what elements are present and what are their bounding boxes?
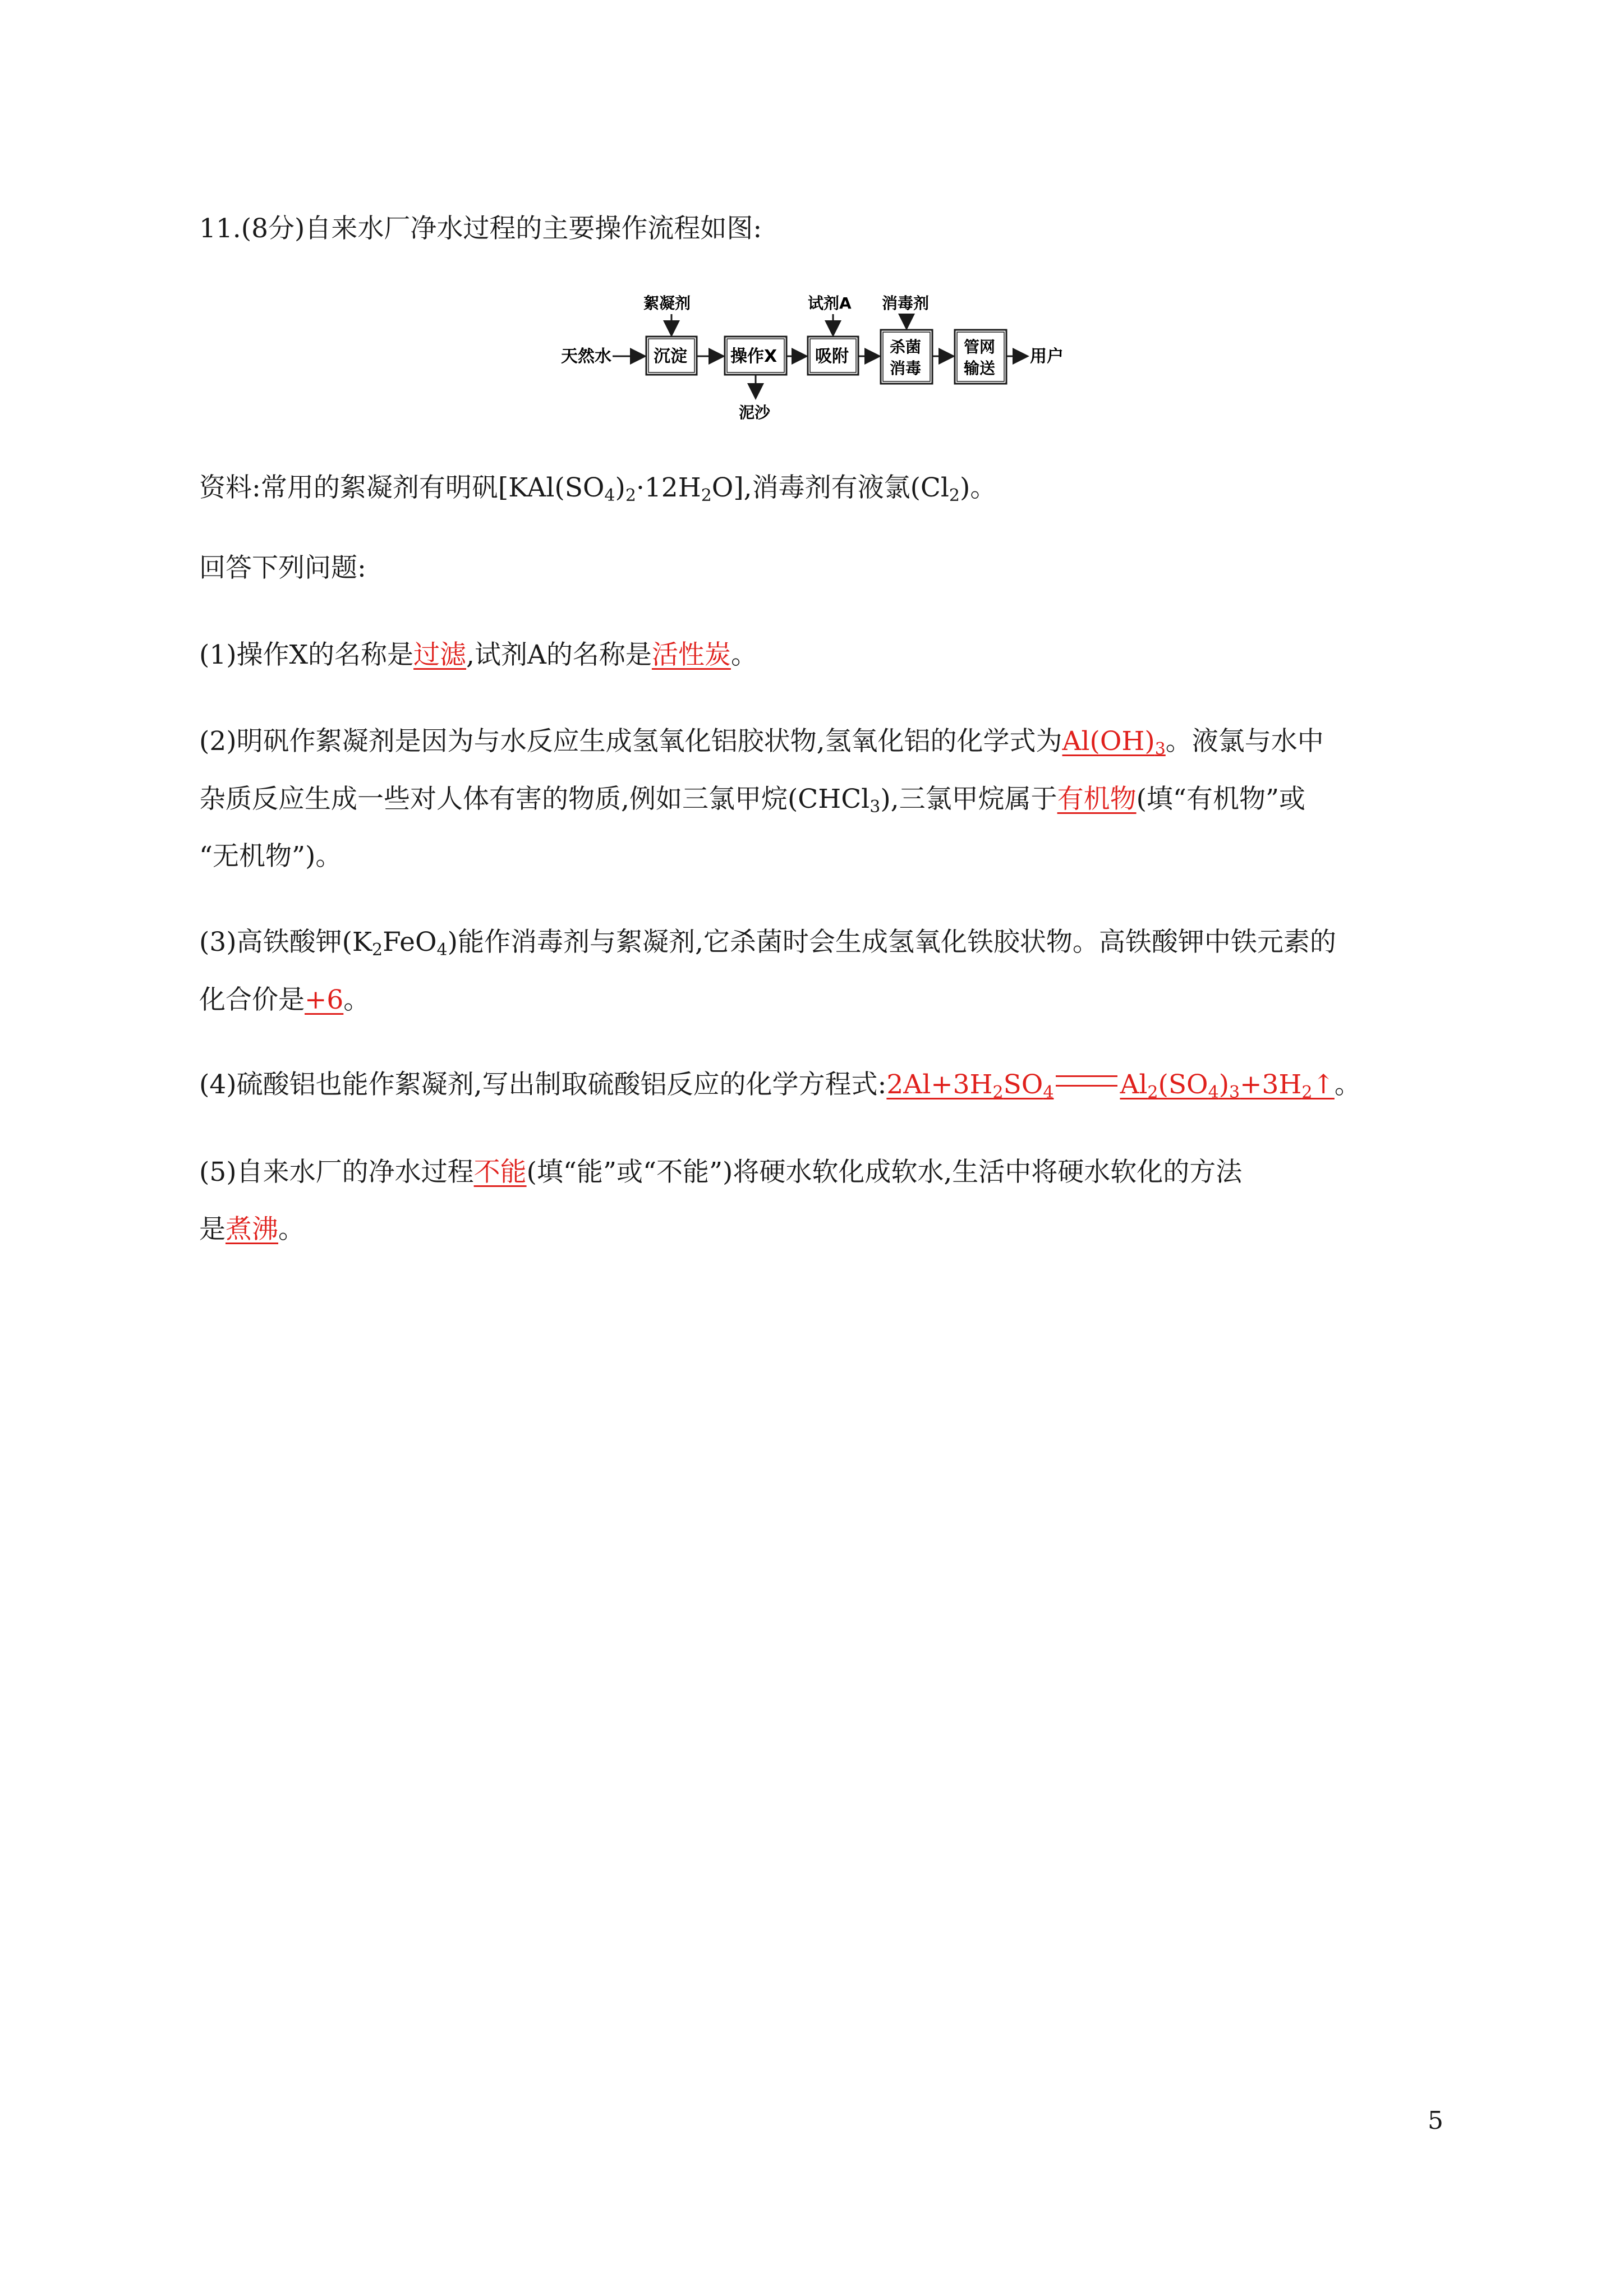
question-2-line-3: “无机物”)。	[199, 841, 342, 872]
answer-5-cannot: 不能	[473, 1157, 527, 1188]
flow-flocculant-label: 絮凝剂	[643, 294, 691, 312]
flow-step-operation-x: 操作X	[730, 347, 778, 366]
question-3-line-2: 化合价是+6。	[199, 984, 370, 1015]
flow-step-sterilize: 杀菌	[890, 338, 922, 356]
flow-step-disinfect: 消毒	[890, 359, 922, 378]
answer-3-valence: +6	[305, 984, 344, 1015]
answer-4-equation: $2Al+3H_2SO_4$ $Al_2(SO_4)_3+3H_2↑$	[886, 1069, 1335, 1102]
equation-equals-sign	[1056, 1075, 1117, 1087]
flow-step-adsorption: 吸附	[815, 347, 849, 366]
flow-step-sedimentation: 沉淀	[654, 347, 687, 366]
question-header: 11.(8分)自来水厂净水过程的主要操作流程如图:	[199, 213, 762, 244]
question-1: (1)操作X的名称是过滤,试剂A的名称是活性炭。	[199, 639, 757, 670]
flow-step-pipe: 管网	[964, 338, 996, 356]
flow-reagent-a-label: 试剂A	[808, 294, 852, 312]
question-2-line-2: 杂质反应生成一些对人体有害的物质,例如三氯甲烷(CHCl$_3$),三氯甲烷属于有机物(填“有机物”或	[199, 784, 1305, 817]
answer-1-reagent: 活性炭	[651, 639, 731, 670]
flow-chart	[555, 280, 1083, 432]
question-3-line-1: (3)高铁酸钾$(K_2FeO_4)$能作消毒剂与絮凝剂,它杀菌时会生成氢氧化铁胶状物。高铁酸钾中铁元素的	[199, 927, 1336, 960]
question-4: (4)硫酸铝也能作絮凝剂,写出制取硫酸铝反应的化学方程式$:2Al+3H_2SO_4$ $Al_2(SO_4)_3+3H_2↑$。	[199, 1069, 1361, 1102]
question-5-line-2: 是煮沸。	[199, 1214, 305, 1245]
question-5-line-1: (5)自来水厂的净水过程不能(填“能”或“不能”)将硬水软化成软水,生活中将硬水软化的方法	[199, 1157, 1243, 1188]
answer-2-organic: 有机物	[1057, 784, 1137, 815]
answer-2-formula: $Al(OH)_3$	[1062, 726, 1166, 759]
flow-step-transport: 输送	[964, 359, 996, 378]
question-2-line-1: (2)明矾作絮凝剂是因为与水反应生成氢氧化铝胶状物,氢氧化铝的化学式为$Al(OH)_3$。液氯与水中	[199, 726, 1324, 759]
prompt-line: 回答下列问题:	[199, 553, 366, 583]
flow-input-label: 天然水	[561, 347, 611, 366]
page-number: 5	[1428, 2106, 1443, 2135]
answer-1-operation: 过滤	[413, 639, 467, 670]
flow-output-label: 用户	[1030, 347, 1064, 366]
info-line: 资料:常用的絮凝剂有明矾$[KAl(SO_4)_2\cdot 12H_2O]$,消毒剂有液氯$(Cl_2)$。	[199, 472, 997, 505]
flow-disinfectant-label: 消毒剂	[882, 294, 930, 312]
answer-5-boiling: 煮沸	[226, 1214, 278, 1245]
flow-sand-label: 泥沙	[739, 403, 771, 422]
